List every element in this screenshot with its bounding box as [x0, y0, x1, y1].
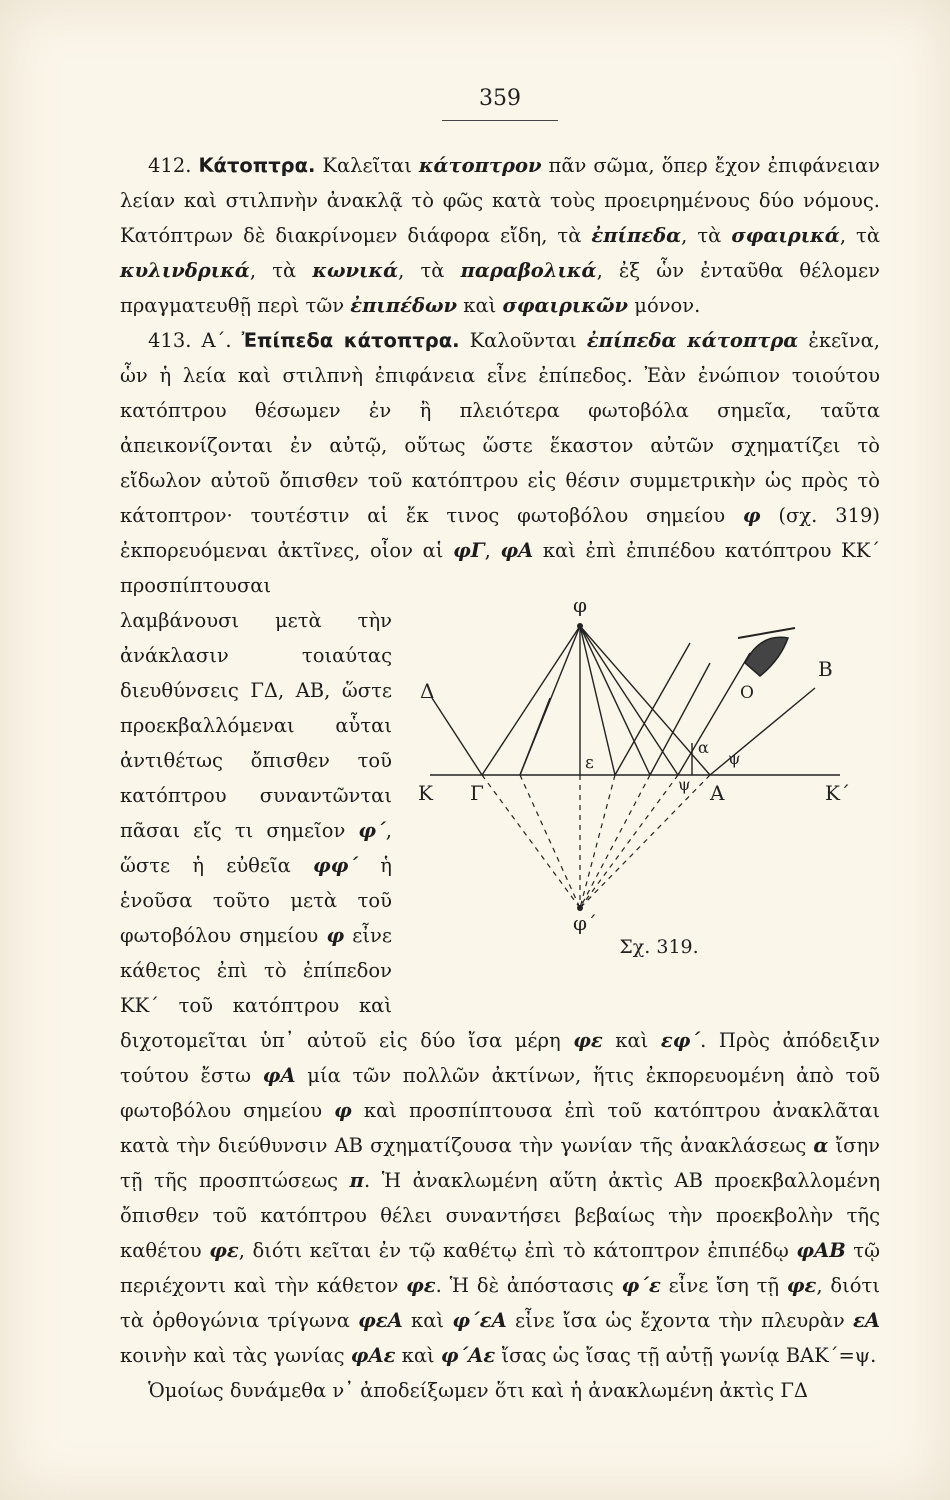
text-run: . Ἡ ἀνακλωμένη αὕτη ἀκτὶς ΑΒ προεκβαλλομένη ὄπισθεν τοῦ κατόπτρου θέλει συναντήσει βεβαίως τὴν προεκβολὴν τῆς καθέτου [120, 1169, 881, 1262]
symbol: φ [334, 1099, 352, 1122]
virtual-ray [580, 775, 678, 908]
paragraph-continuation [120, 1373, 880, 1408]
text-run: . Ἡ δὲ ἀπόστασις [435, 1274, 622, 1297]
text-run: , διότι τὰ ὀρθογώνια τρίγωνα [120, 1274, 880, 1332]
reflected-ray-AB [710, 688, 815, 775]
label-Gamma: Γ [470, 781, 484, 805]
text-run: Καλεῖται [315, 154, 419, 177]
text-run: , ὥστε ἡ εὐθεῖα [120, 819, 392, 877]
text-run: , τὰ [249, 259, 313, 282]
symbol: φε [406, 1274, 436, 1297]
symbol: φε [573, 1029, 603, 1052]
label-phi-prime: φ΄ [573, 911, 598, 935]
symbol: φ΄ [358, 819, 386, 842]
body-text [120, 148, 880, 1408]
light-point [577, 623, 583, 629]
text-run: τῷ περιέχοντι καὶ τὴν κάθετον [120, 1239, 880, 1297]
symbol: φ [326, 924, 345, 947]
incident-ray [482, 626, 580, 775]
text-run: ἡ ἑνοῦσα τοῦτο μετὰ τοῦ φωτοβόλου σημείου [120, 854, 392, 947]
label-A: Α [710, 781, 725, 805]
figure-319 [410, 568, 880, 998]
label-epsilon: ε [585, 753, 594, 773]
term: παραβολικά [460, 259, 597, 282]
label-alpha: α [698, 738, 709, 757]
text-run: Καλοῦνται [459, 329, 587, 352]
term: σφαιρικῶν [502, 294, 629, 317]
symbol: π [349, 1169, 364, 1192]
term: κάτοπτρον [418, 154, 542, 177]
text-run: καὶ προσπίπτουσα ἐπὶ τοῦ κατόπτρου ἀνακλᾶται κατὰ τὴν διεύθυνσιν ΑΒ σχηματίζουσα τὴν γωνίαν τῆς ἀνακλάσεως [120, 1099, 880, 1157]
term: ἐπίπεδα κάτοπτρα [586, 329, 799, 352]
symbol: φΑ [500, 539, 534, 562]
symbol: φ΄εΑ [452, 1309, 507, 1332]
symbol: φΓ [453, 539, 485, 562]
text-run: , τὰ [398, 259, 461, 282]
symbol: φεΑ [358, 1309, 403, 1332]
section-number: 412. [148, 154, 192, 177]
text-run: , διότι κεῖται ἐν τῷ καθέτῳ ἐπὶ τὸ κάτοπτρον ἐπιπέδῳ [238, 1239, 797, 1262]
text-run: εἶνε κάθετος ἐπὶ τὸ ἐπίπεδον ΚΚ΄ τοῦ κατόπτρου καὶ διχοτομεῖται ὑπ᾽ αὐτοῦ εἰς δύο ἴσα μέρη [120, 924, 574, 1052]
symbol: φ [742, 504, 761, 527]
label-psi: ψ [728, 749, 741, 768]
label-psi-2: ψ [678, 775, 691, 794]
text-run: πᾶν σῶμα, ὅπερ ἔχον ἐπιφάνειαν λείαν καὶ στιλπνὴν ἀνακλᾷ τὸ φῶς κατὰ τοὺς προειρημένους δύο νόμους. Κατόπτρων δὲ διακρίνομεν διάφορα εἴδη, τὰ [120, 154, 881, 247]
symbol: εφ΄ [660, 1029, 701, 1052]
section-heading: Ἐπίπεδα κάτοπτρα. [241, 329, 460, 352]
symbol: φΑ [262, 1064, 296, 1087]
virtual-ray [580, 775, 650, 908]
text-run: . Πρὸς ἀπόδειξιν τούτου ἔστω [120, 1029, 880, 1087]
symbol: φΑε [350, 1344, 396, 1367]
incident-ray [580, 626, 678, 775]
label-phi: φ [573, 593, 588, 617]
term: κυλινδρικά [120, 259, 250, 282]
text-run: εἶνε ἴση τῇ [660, 1274, 787, 1297]
reflected-ray-GD [432, 698, 482, 775]
text-run: μία τῶν πολλῶν ἀκτίνων, ἥτις ἐκπορευομένη ἀπὸ τοῦ φωτοβόλου σημείου [120, 1064, 880, 1122]
text-run: καὶ [395, 1344, 441, 1367]
reflected-ray [615, 643, 690, 775]
text-run: , [484, 539, 501, 562]
reflected-ray [650, 663, 710, 775]
virtual-ray [520, 775, 580, 908]
virtual-ray [580, 775, 710, 908]
symbol: φ΄Αε [440, 1344, 496, 1367]
text-run: (σχ. 319) ἐκπορευόμεναι ἀκτῖνες, οἷον αἱ [120, 504, 880, 562]
text-run: , ἐξ ὧν ἐνταῦθα θέλομεν πραγματευθῇ περὶ τῶν [120, 259, 880, 317]
symbol: φΑΒ [796, 1239, 846, 1262]
label-O: Ο [740, 683, 754, 703]
page-number-rule [442, 120, 558, 121]
symbol: φε [786, 1274, 817, 1297]
symbol: φε [209, 1239, 239, 1262]
term: κωνικά [312, 259, 399, 282]
page-number: 359 [479, 86, 521, 111]
eye-icon [738, 628, 795, 676]
label-Delta: Δ [420, 679, 435, 703]
virtual-ray [580, 775, 615, 908]
text-run: κοινὴν καὶ τὰς γωνίας [120, 1344, 351, 1367]
paragraph-412 [120, 148, 880, 323]
figure-caption: Σχ. 319. [619, 936, 699, 958]
text-run: ἴσην τῇ τῆς προσπτώσεως [120, 1134, 880, 1192]
term: ἐπίπεδα [591, 224, 682, 247]
text-run: εἶνε ἴσα ὡς ἔχοντα τὴν πλευρὰν [506, 1309, 854, 1332]
text-run: μόνον. [628, 294, 701, 317]
symbol: εΑ [853, 1309, 880, 1332]
text-run: , τὰ [681, 224, 732, 247]
symbol: φφ΄ [313, 854, 359, 877]
text-run: καὶ [457, 294, 503, 317]
term: σφαιρικά [731, 224, 840, 247]
virtual-ray [482, 775, 580, 908]
text-run: ἐκεῖνα, ὧν ἡ λεία καὶ στιλπνὴ ἐπιφάνεια εἶνε ἐπίπεδος. Ἐὰν ἐνώπιον τοιούτου κατόπτρου θέσωμεν ἐν ἢ πλειότερα φωτοβόλα σημεῖα, ταῦτα ἀπεικονίζονται ἐν αὐτῷ, οὕτως ὥστε ἕκαστον αὐτῶν σχηματίζει τὸ εἴδωλον αὐτοῦ ὄπισθεν τοῦ κατόπτρου εἰς θέσιν συμμετρικὴν ὡς πρὸς τὸ κάτοπτρον· τουτέστιν αἱ ἔκ τινος φωτοβόλου σημείου [120, 329, 881, 527]
symbol: α [813, 1134, 829, 1157]
label-K-prime: Κ΄ [825, 781, 850, 805]
term: ἐπιπέδων [350, 294, 458, 317]
symbol: φ΄ε [621, 1274, 661, 1297]
label-K: Κ [418, 781, 433, 805]
text-run: καὶ ἐπὶ ἐπιπέδου κατόπτρου ΚΚ΄ προσπίπτουσαι λαμβάνουσι μετὰ τὴν ἀνάκλασιν τοιαύτας διευθύνσεις ΓΔ, ΑΒ, ὥστε προεκβαλλόμεναι αὗται ἀντιθέτως ὄπισθεν τοῦ κατόπτρου συναντῶνται πᾶσαι εἴς τι σημεῖον [120, 539, 881, 842]
text-run: καὶ [402, 1309, 453, 1332]
paragraph-413 [120, 323, 880, 1373]
section-number: 413. Α΄. [148, 329, 232, 352]
text-run: , τὰ [839, 224, 880, 247]
text-run: ἴσας ὡς ἴσας τῇ αὐτῇ γωνίᾳ ΒΑΚ΄=ψ. [495, 1344, 877, 1367]
section-heading: Κάτοπτρα. [198, 154, 316, 177]
label-B: Β [818, 657, 833, 681]
text-run: καὶ [602, 1029, 661, 1052]
text-run: Ὁμοίως δυνάμεθα ν᾽ ἀποδείξωμεν ὅτι καὶ ἡ ἀνακλωμένη ἀκτὶς ΓΔ [148, 1379, 808, 1402]
